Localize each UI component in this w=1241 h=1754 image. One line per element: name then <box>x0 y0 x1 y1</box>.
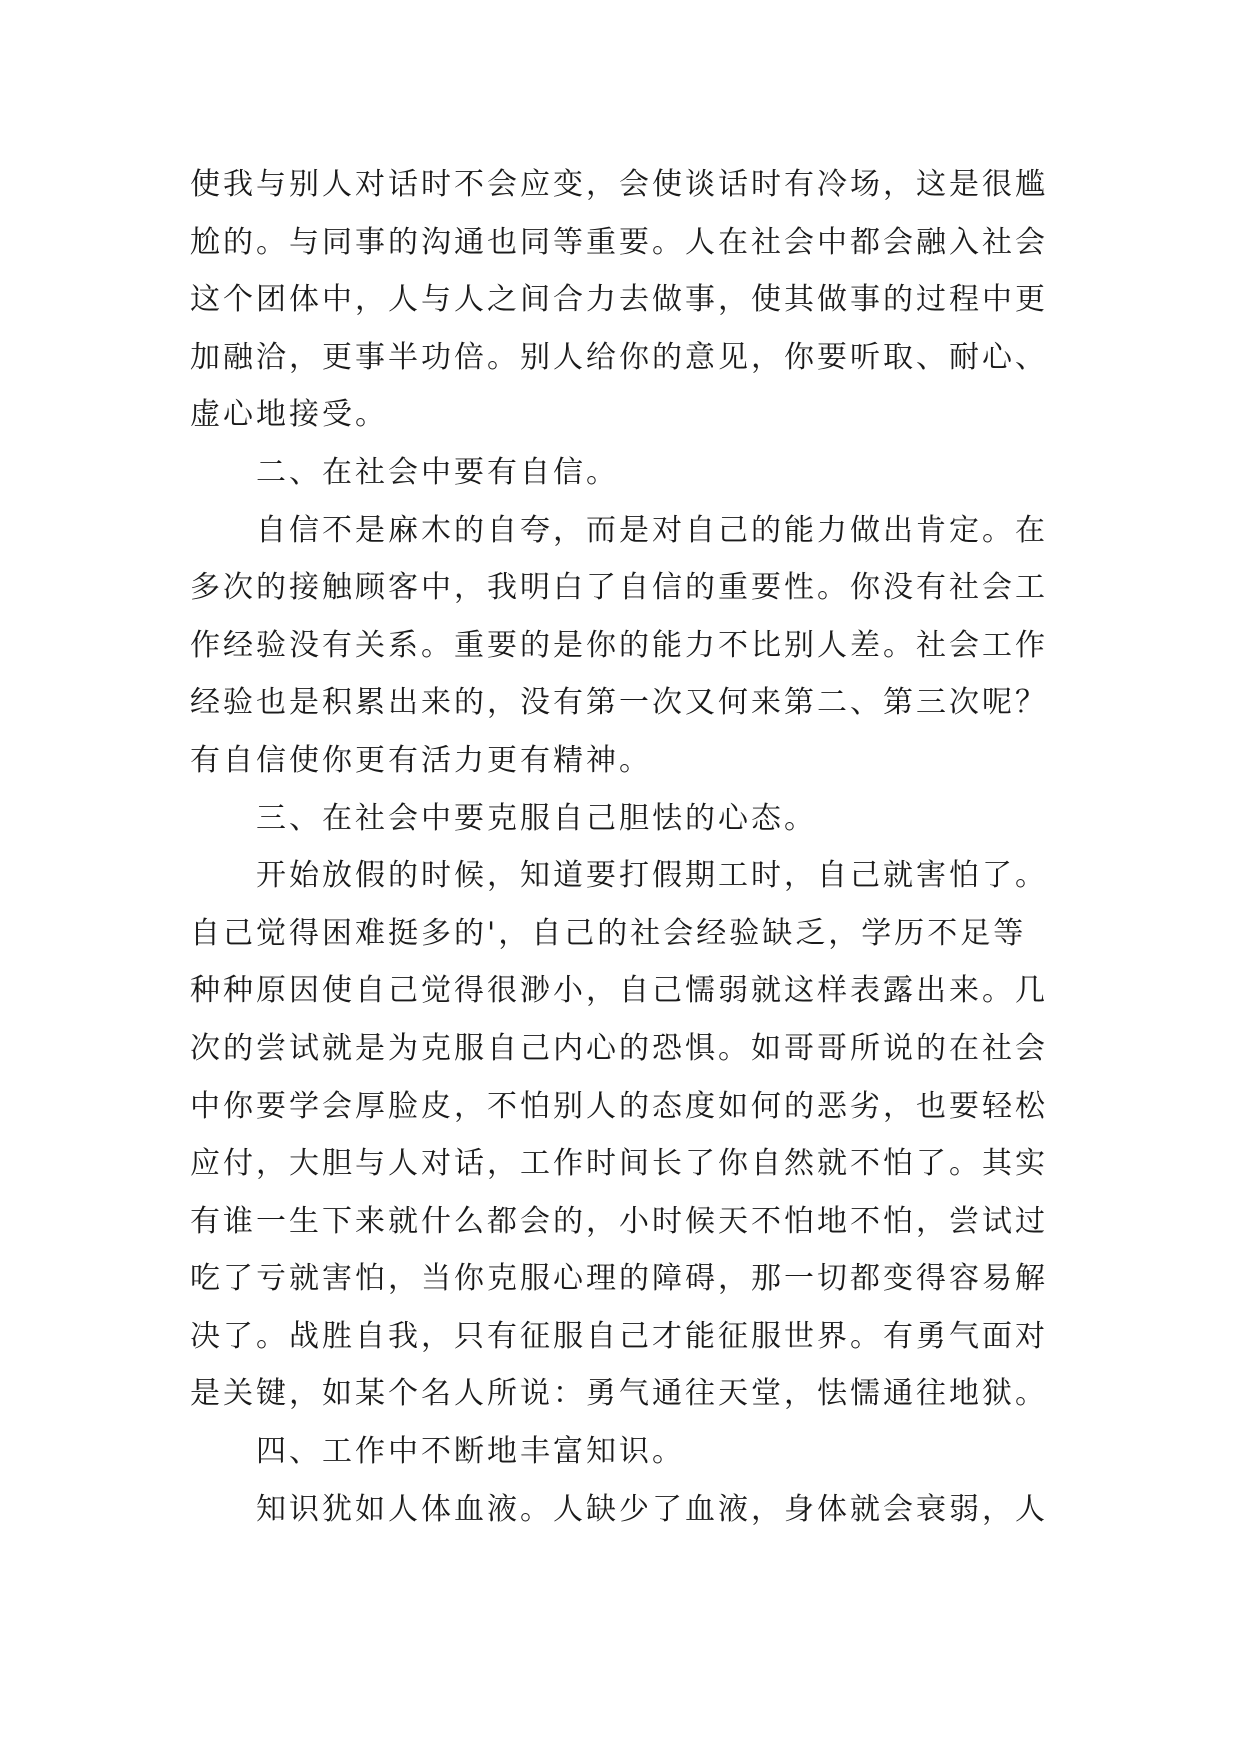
text-line: 自己觉得困难挺多的'，自己的社会经验缺乏，学历不足等 <box>190 915 1027 951</box>
paragraph-start-line: 自信不是麻木的自夸，而是对自己的能力做出肯定。在 <box>256 512 1048 548</box>
text-line: 中你要学会厚脸皮，不怕别人的态度如何的恶劣，也要轻松 <box>190 1088 1048 1124</box>
text-line: 种种原因使自己觉得很渺小，自己懦弱就这样表露出来。几 <box>190 973 1048 1009</box>
text-line: 多次的接触顾客中，我明白了自信的重要性。你没有社会工 <box>190 570 1048 606</box>
text-line: 次的尝试就是为克服自己内心的恐惧。如哥哥所说的在社会 <box>190 1030 1048 1066</box>
body-text <box>190 156 1070 1538</box>
text-line: 吃了亏就害怕，当你克服心理的障碍，那一切都变得容易解 <box>190 1261 1048 1297</box>
text-line: 有谁一生下来就什么都会的，小时候天不怕地不怕，尝试过 <box>190 1203 1048 1239</box>
text-line: 决了。战胜自我，只有征服自己才能征服世界。有勇气面对 <box>190 1318 1048 1354</box>
text-line: 这个团体中，人与人之间合力去做事，使其做事的过程中更 <box>190 282 1048 318</box>
paragraph-start-line: 三、在社会中要克服自己胆怯的心态。 <box>256 800 817 836</box>
text-line: 应付，大胆与人对话，工作时间长了你自然就不怕了。其实 <box>190 1146 1048 1182</box>
text-line: 尬的。与同事的沟通也同等重要。人在社会中都会融入社会 <box>190 224 1048 260</box>
text-line: 是关键，如某个名人所说：勇气通往天堂，怯懦通往地狱。 <box>190 1376 1048 1412</box>
text-line: 经验也是积累出来的，没有第一次又何来第二、第三次呢？ <box>190 685 1048 721</box>
paragraph-start-line: 二、在社会中要有自信。 <box>256 454 619 490</box>
paragraph-start-line: 知识犹如人体血液。人缺少了血液，身体就会衰弱，人 <box>256 1491 1048 1527</box>
text-line: 加融洽，更事半功倍。别人给你的意见，你要听取、耐心、 <box>190 339 1048 375</box>
text-line: 使我与别人对话时不会应变，会使谈话时有冷场，这是很尴 <box>190 167 1048 202</box>
text-line: 有自信使你更有活力更有精神。 <box>190 742 652 778</box>
paragraph-start-line: 开始放假的时候，知道要打假期工时，自己就害怕了。 <box>256 858 1048 894</box>
text-line: 虚心地接受。 <box>190 397 388 433</box>
paragraph-start-line: 四、工作中不断地丰富知识。 <box>256 1434 685 1470</box>
text-line: 作经验没有关系。重要的是你的能力不比别人差。社会工作 <box>190 627 1048 663</box>
